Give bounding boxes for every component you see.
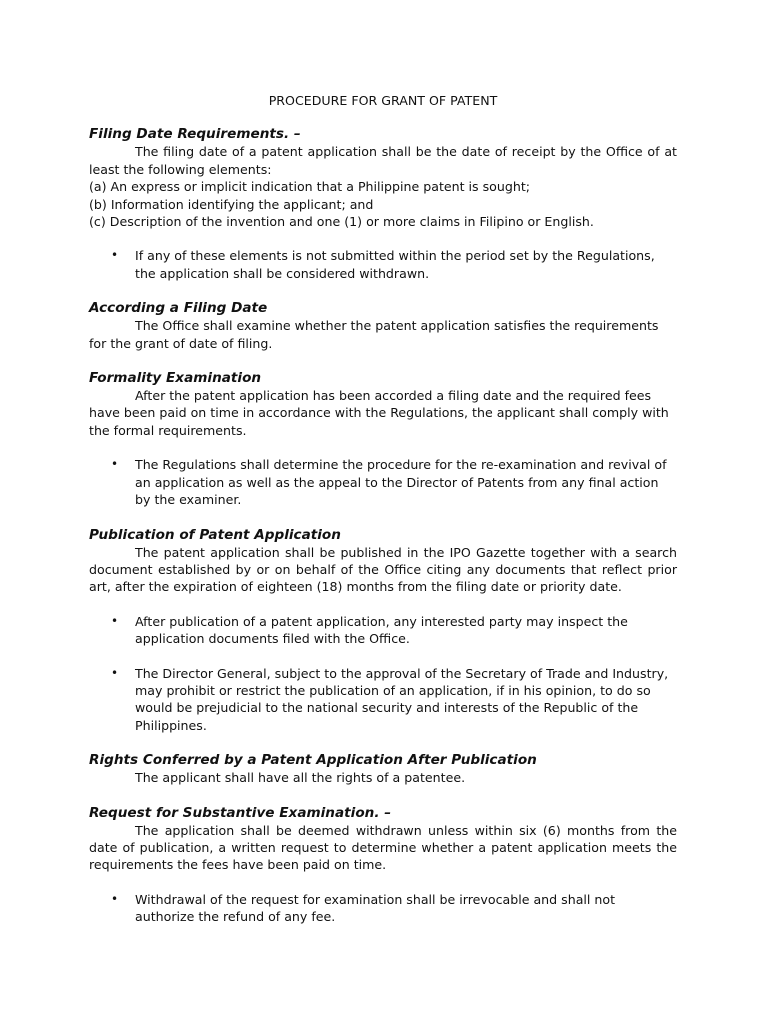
bullet-list [89, 247, 677, 282]
bullet-icon: • [111, 457, 119, 472]
section-heading: Rights Conferred by a Patent Application After Publication [89, 752, 537, 769]
section-filing-date [89, 125, 677, 282]
bullet-icon: • [111, 891, 119, 906]
section-according [89, 299, 677, 352]
bullet-text: If any of these elements is not submitted within the period set by the Regulations, the application shall be considered withdrawn. [135, 248, 655, 281]
section-paragraph: The patent application shall be published in the IPO Gazette together with a search document established by or on behalf of the Office citing any documents that reflect prior art, after the expiration of eighteen (18) months from the filing date or priority date. [89, 544, 677, 595]
list-item-a: (a) An express or implicit indication that a Philippine patent is sought; [89, 179, 531, 195]
bullet-text: The Director General, subject to the approval of the Secretary of Trade and Industry, may prohibit or restrict the publication of an application, if in his opinion, to do so would be prejudicial to the national security and interests of the Republic of the Philippines. [135, 665, 669, 733]
section-rights [89, 751, 677, 786]
list-item-b: (b) Information identifying the applicant; and [89, 196, 374, 212]
bullet-item [89, 247, 677, 282]
bullet-text: Withdrawal of the request for examination shall be irrevocable and shall not authorize the refund of any fee. [135, 891, 616, 925]
list-item-c: (c) Description of the invention and one (1) or more claims in Filipino or English. [89, 214, 594, 230]
bullet-icon: • [111, 613, 119, 628]
bullet-text: After publication of a patent application, any interested party may inspect the application documents filed with the Office. [135, 613, 628, 647]
section-paragraph: After the patent application has been accorded a filing date and the required fees have been paid on time in accordance with the Regulations, the applicant shall comply with the formal requirements. [89, 388, 669, 438]
bullet-text: The Regulations shall determine the procedure for the re-examination and revival of an application as well as the appeal to the Director of Patents from any final action by the examiner. [135, 457, 667, 508]
bullet-list [89, 456, 677, 508]
bullet-item [89, 665, 677, 735]
document-page [89, 92, 677, 926]
section-formality [89, 369, 677, 508]
document-title: PROCEDURE FOR GRANT OF PATENT [268, 93, 498, 108]
bullet-list [89, 613, 677, 734]
section-request [89, 804, 677, 926]
section-paragraph: The application shall be deemed withdrawn unless within six (6) months from the date of publication, a written request to determine whether a patent application meets the requirements the fees have been paid on time. [89, 822, 677, 873]
bullet-icon: • [111, 248, 119, 263]
section-paragraph: The Office shall examine whether the patent application satisfies the requirements for the grant of date of filing. [89, 318, 659, 351]
section-heading: Formality Examination [89, 370, 262, 387]
bullet-item [89, 613, 677, 648]
bullet-icon: • [111, 665, 119, 680]
section-heading: According a Filing Date [89, 300, 268, 317]
bullet-list [89, 891, 677, 926]
section-heading: Filing Date Requirements. – [89, 126, 301, 143]
section-heading: Publication of Patent Application [89, 526, 341, 543]
section-heading: Request for Substantive Examination. – [89, 804, 392, 821]
bullet-item [89, 456, 677, 508]
section-paragraph: The applicant shall have all the rights of a patentee. [135, 770, 466, 786]
section-paragraph: The filing date of a patent application shall be the date of receipt by the Office of at least the following elements: [89, 144, 677, 177]
bullet-item [89, 891, 677, 926]
section-publication [89, 526, 677, 735]
